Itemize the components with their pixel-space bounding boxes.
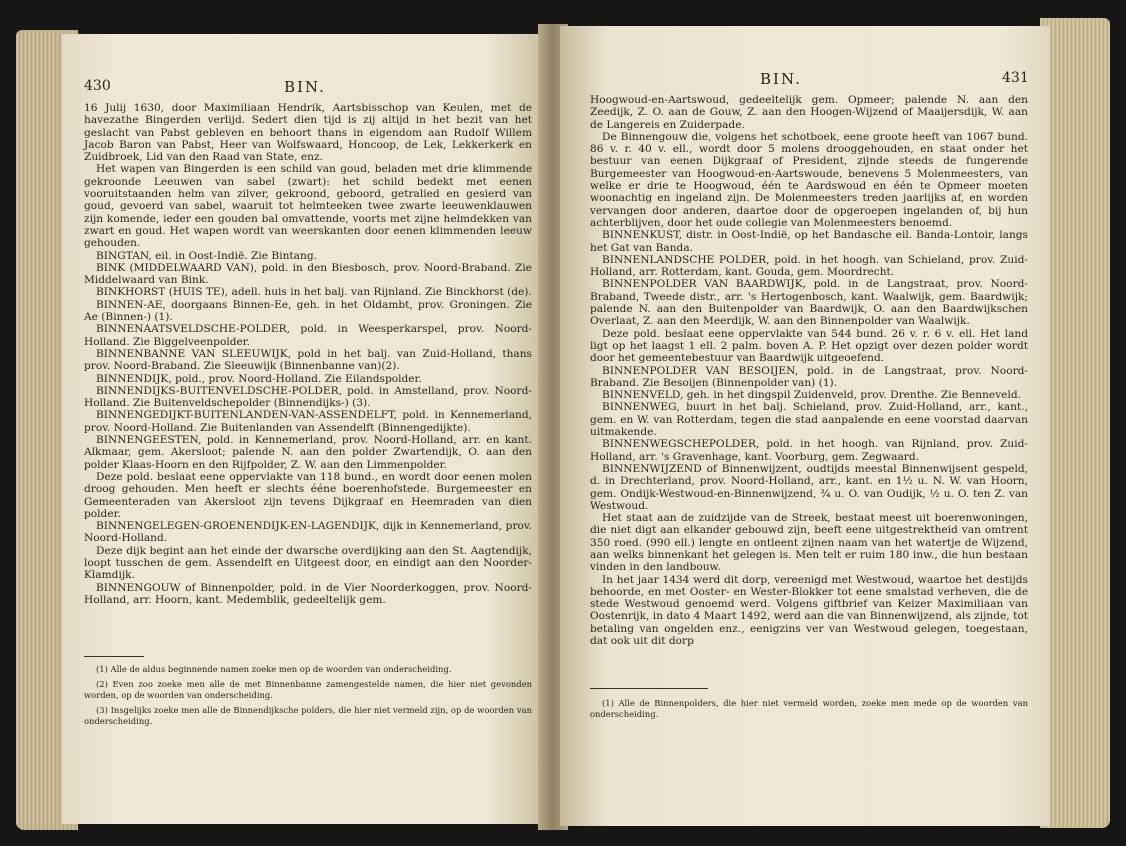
footnote-rule xyxy=(84,656,144,657)
footnote: (1) Alle de Binnenpolders, die hier niet vermeld worden, zoeke men mede op de woorden van onderscheiding. xyxy=(590,698,1028,719)
entries-column xyxy=(84,102,532,606)
entry-paragraph: BINNENPOLDER VAN BAARDWIJK, pold. in de Langstraat, prov. Noord-Braband, Tweede distr., arr. 's Hertogenbosch, kant. Waalwijk, gem. Baardwijk; palende N. aan den Buitenpolder van Baardwijk, O. aan den Baardwijkschen Overlaat, Z. aan den Meerdijk, W. aan den Binnenpolder van Waalwijk. xyxy=(590,278,1028,328)
entry-paragraph: BINGTAN, eil. in Oost-Indië. Zie Bintang. xyxy=(96,249,317,262)
entry-paragraph: BINNENPOLDER VAN BESOIJEN, pold. in de Langstraat, prov. Noord-Braband. Zie Besoijen (Binnenpolder van) (1). xyxy=(590,364,1028,389)
entry-paragraph: 16 Julij 1630, door Maximiliaan Hendrik, Aartsbisschop van Keulen, met de havezathe Bingerden verlijd. Sedert dien tijd is zij altijd in het bezit van het geslacht van Pabst gebleven en behoort thans in eigendom aan Rudolf Willem Jacob Baron van Pabst, Heer van Wolfswaard, Honcoop, de Lek, Lekkerkerk en Zuidbroek, Lid van den Raad van State, enz. xyxy=(84,102,532,164)
footnote: (2) Even zoo zoeke men alle de met Binnenbanne zamengestelde namen, die hier niet gevonden worden, op de woorden van onderscheiding. xyxy=(84,679,532,700)
footnotes xyxy=(590,698,1028,724)
right-page-edges xyxy=(1040,18,1110,828)
entry-paragraph: BINNENGOUW of Binnenpolder, pold. in de Vier Noorderkoggen, prov. Noord-Holland, arr. Hoorn, kant. Medemblik, gedeeltelijk gem. xyxy=(84,581,532,606)
entry-paragraph: BINNENDIJKS-BUITENVELDSCHE-POLDER, pold. in Amstelland, prov. Noord-Holland. Zie Buitenveldschepolder (Binnendijks-) (3). xyxy=(84,384,532,410)
entry-paragraph: BINNENKUST, distr. in Oost-Indië, op het Bandasche eil. Banda-Lontoir, langs het Gat van Banda. xyxy=(590,229,1028,254)
entry-paragraph: De Binnengouw die, volgens het schotboek, eene groote heeft van 1067 bund. 86 v. r. 40 v. ell., wordt door 5 molens drooggehouden, en staat onder het bestuur van eenen Dijkgraaf of President, zijnde steeds de fungerende Burgemeester van Hoogwoud-en-Aartswoude, benevens 5 Molenmeesters, van welke er drie te Hoogwoud, één te Aardswoud en één te Opmeer moeten woonachtig en ingeland zijn. De Molenmeesters treden jaarlijks af, en worden vervangen door anderen, daartoe door de opgeroepen ingelanden of, bij hun achterblijven, door het oude collegie van Molenmeesters benoemd. xyxy=(590,130,1028,229)
entry-paragraph: BINNENBANNE VAN SLEEUWIJK, pold in het balj. van Zuid-Holland, thans prov. Noord-Braband. Zie Sleeuwijk (Binnenbanne van)(2). xyxy=(84,347,532,373)
entry-paragraph: Hoogwoud-en-Aartswoud, gedeeltelijk gem. Opmeer; palende N. aan den Zeedijk, Z. O. aan de Gouw, Z. aan den Hoogen-Wijzend of Maaijersdijk, W. aan de Langereis en Zuiderpade. xyxy=(590,94,1028,131)
entry-paragraph: BINNENGELEGEN-GROENENDIJK-EN-LAGENDIJK, dijk in Kennemerland, prov. Noord-Holland. xyxy=(84,520,532,545)
entry-paragraph: BINNENWEG, buurt in het balj. Schieland, prov. Zuid-Holland, arr., kant., gem. en W. van Rotterdam, tegen die stad aanpalende en eene voorstad daarvan uitmakende. xyxy=(590,401,1028,439)
entry-paragraph: BINNENGEESTEN, pold. in Kennemerland, prov. Noord-Holland, arr. en kant. Alkmaar, gem. Akersloot; palende N. aan den polder Zwartendijk, O. aan den polder Klaas-Hoorn en den Rijfpolder, Z. W. aan den Limmenpolder. xyxy=(84,434,532,471)
entry-paragraph: Deze pold. beslaat eene oppervlakte van 118 bund., en wordt door eenen molen droog gehouden. Men heeft er slechts ééne boerenhofstede. Burgemeester en Gemeenteraden van Akersloot zijn tevens Dijkgraaf en Heemraden van dien polder. xyxy=(84,470,532,520)
entry-paragraph: BINNENLANDSCHE POLDER, pold. in het hoogh. van Schieland, prov. Zuid-Holland, arr. Rotterdam, kant. Gouda, gem. Moordrecht. xyxy=(590,253,1028,279)
entry-paragraph: BINNENDIJK, pold., prov. Noord-Holland. Zie Eilandspolder. xyxy=(96,372,422,385)
running-head: BIN. xyxy=(284,78,326,96)
entry-paragraph: BINNENWIJZEND of Binnenwijzent, oudtijds meestal Binnenwijsent gespeld, d. in Drechterland, prov. Noord-Holland, arr., kant. en 1½ u. N. W. van Hoorn, gem. Ondijk-Westwoud-en-Binnenwijzend, ¾ u. O. van Oudijk, ½ u. O. ten Z. van Westwoud. xyxy=(590,462,1028,512)
entry-paragraph: BINNEN-AE, doorgaans Binnen-Ee, geh. in het Oldambt, prov. Groningen. Zie Ae (Binnen-) (1). xyxy=(84,298,532,324)
entry-paragraph: BINKHORST (HUIS TE), adell. huis in het balj. van Rijnland. Zie Binckhorst (de). xyxy=(96,286,532,299)
entry-paragraph: Deze pold. beslaat eene oppervlakte van 544 bund. 26 v. r. 6 v. ell. Het land ligt op het laagst 1 ell. 2 palm. boven A. P. Het opzigt over dezen polder wordt door het gemeentebestuur van Baardwijk uitgeoefend. xyxy=(590,327,1028,365)
footnote-rule xyxy=(590,688,708,689)
entry-paragraph: BINNENGEDIJKT-BUITENLANDEN-VAN-ASSENDELFT, pold. in Kennemerland, prov. Noord-Holland. Zie Buitenlanden van Assendelft (Binnengedijkte). xyxy=(84,409,532,434)
entry-paragraph: BINNENAATSVELDSCHE-POLDER, pold. in Weesperkarspel, prov. Noord-Holland. Zie Biggelveenpolder. xyxy=(84,323,532,348)
entry-paragraph: Het wapen van Bingerden is een schild van goud, beladen met drie klimmende gekroonde Leeuwen van sabel (zwart): het schild bedekt met eenen vooruitstaanden helm van zilver, gekroond, geboord, getralied en gesierd van goud, gevoerd van sabel, waaruit tot helmteeken twee zwarte leeuwenklauwen zijn komende, ieder een gouden bal omvattende, voorts met zijne helmdekken van zwart en goud. Het wapen wordt van weerskanten door eenen klimmenden leeuw gehouden. xyxy=(84,163,532,250)
page-number: 430 xyxy=(84,78,111,94)
entry-paragraph: Deze dijk begint aan het einde der dwarsche overdijking aan den St. Aagtendijk, loopt tusschen de gem. Assendelft en Uitgeest door, en eindigt aan den Noorder-Klamdijk. xyxy=(84,544,532,582)
entry-paragraph: In het jaar 1434 werd dit dorp, vereenigd met Westwoud, waartoe het destijds behoorde, en met Ooster- en Wester-Blokker tot eene smalstad verheven, die de stede Westwoud genoemd werd. Volgens giftbrief van Keizer Maximiliaan van Oostenrijk, in dato 4 Maart 1492, werd aan die van Binnenwijzend, als zijnde, tot betaling van ongelden enz., eenigzins ver van Westwoud gelegen, toegestaan, dat ook uit dit dorp xyxy=(590,573,1028,648)
entries-column xyxy=(590,94,1028,647)
footnote: (3) Insgelijks zoeke men alle de Binnendijksche polders, die hier niet vermeld zijn, op de woorden van onderscheiding. xyxy=(84,705,532,726)
right-page xyxy=(560,26,1050,826)
running-head: BIN. xyxy=(760,70,802,88)
footnote: (1) Alle de aldus beginnende namen zoeke men op de woorden van onderscheiding. xyxy=(96,664,452,674)
entry-paragraph: Het staat aan de zuidzijde van de Streek, bestaat meest uit boerenwoningen, die niet digt aan elkander gebouwd zijn, beeft eene uitgestrektheid van omtrent 350 roed. (990 ell.) lengte en ontleent zijnen naam van het watertje de Wijzend, aan welks binnenkant het gelegen is. Men telt er ruim 180 inw., die hun bestaan vinden in den landbouw. xyxy=(590,512,1028,574)
entry-paragraph: BINK (MIDDELWAARD VAN), pold. in den Biesbosch, prov. Noord-Braband. Zie Middelwaard van Bink. xyxy=(84,261,532,287)
left-page xyxy=(62,34,546,824)
entry-paragraph: BINNENVELD, geh. in het dingspil Zuidenveld, prov. Drenthe. Zie Benneveld. xyxy=(602,389,1021,402)
page-number: 431 xyxy=(1002,70,1029,86)
entry-paragraph: BINNENWEGSCHEPOLDER, pold. in het hoogh. van Rijnland, prov. Zuid-Holland, arr. 's Gravenhage, kant. Voorburg, gem. Zegwaard. xyxy=(590,438,1028,463)
footnotes xyxy=(84,664,532,731)
